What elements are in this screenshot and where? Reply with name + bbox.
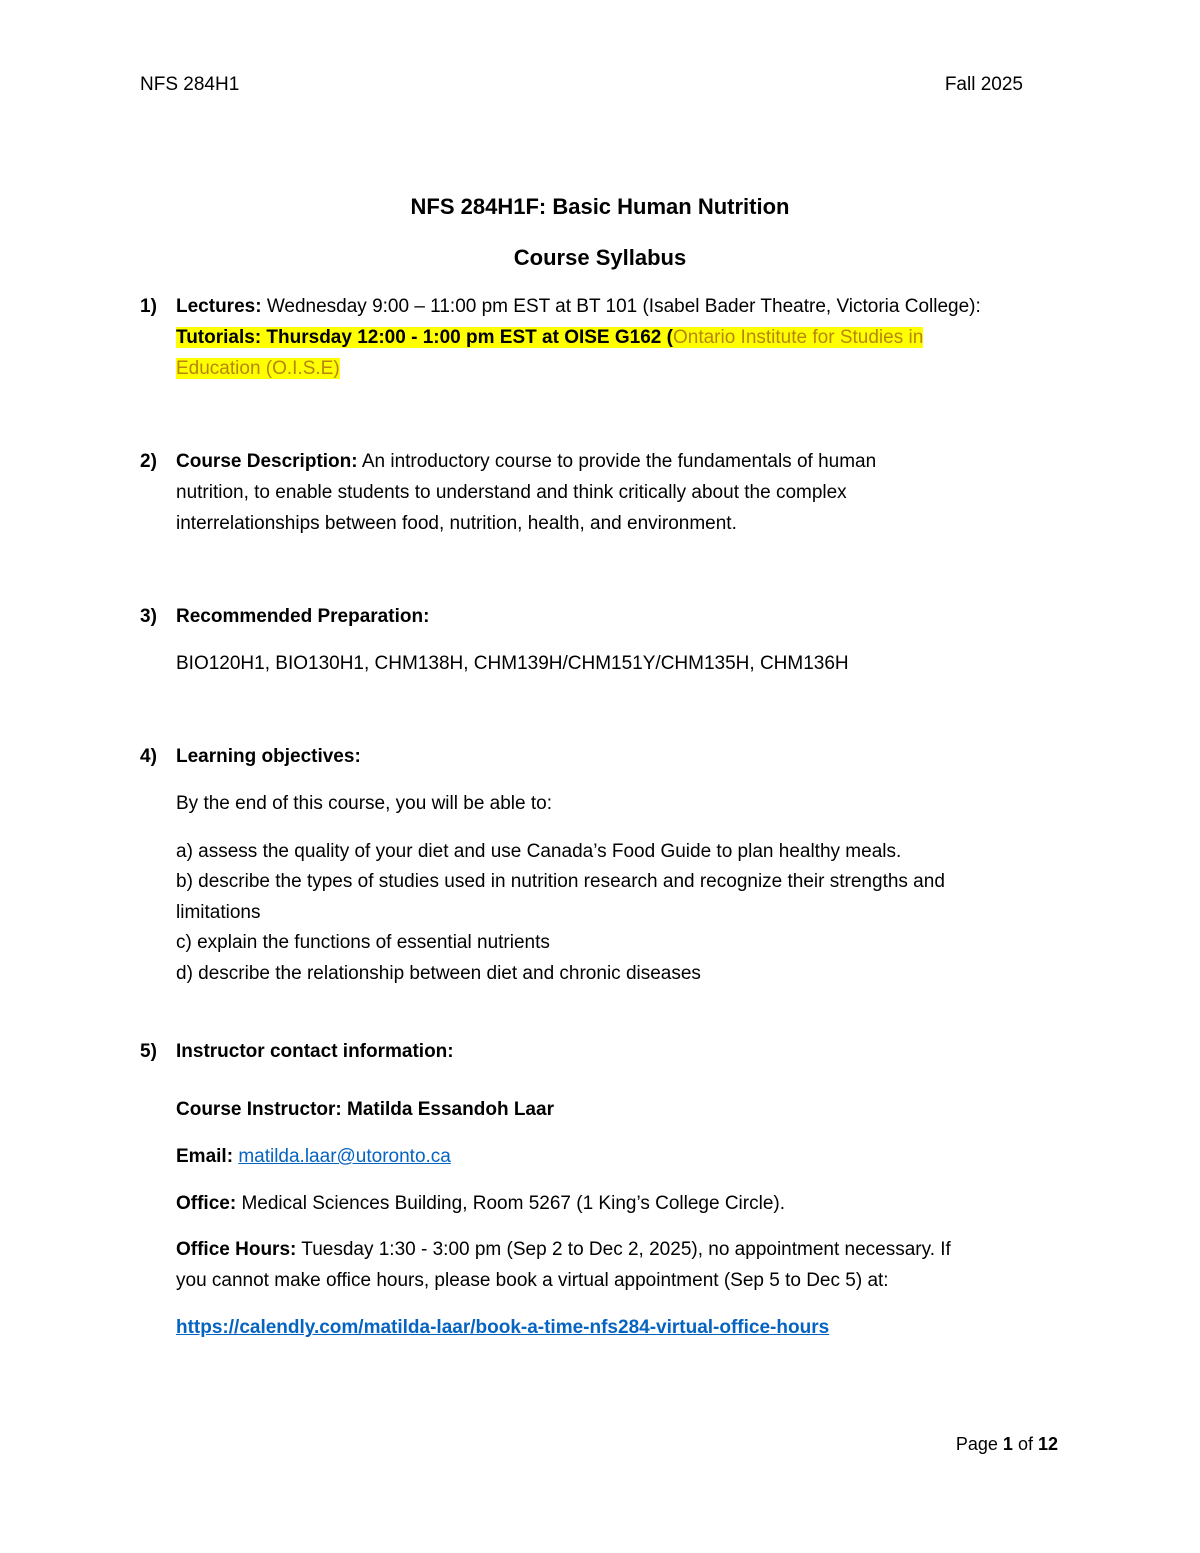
- tutorials-line-2: [176, 353, 340, 384]
- description-line-2: nutrition, to enable students to understand and think critically about the complex: [176, 482, 847, 503]
- lectures-line: [176, 291, 981, 322]
- objective-b-line-1: b) describe the types of studies used in nutrition research and recognize their strengths and: [176, 871, 945, 892]
- lectures-label: Lectures:: [176, 296, 262, 317]
- page-word: Page: [955, 1434, 998, 1454]
- office-line: [176, 1188, 785, 1219]
- contact-label: Instructor contact information:: [176, 1041, 454, 1062]
- section-number-3: 3): [140, 606, 157, 627]
- preparation-label: Recommended Preparation:: [176, 606, 430, 627]
- calendly-link[interactable]: https://calendly.com/matilda-laar/book-a-time-nfs284-virtual-office-hours: [176, 1317, 830, 1338]
- tutorials-place-2: Education (O.I.S.E): [176, 358, 340, 379]
- objectives-label: Learning objectives:: [176, 746, 361, 767]
- tutorials-label: Tutorials: Thursday 12:00 - 1:00 pm EST at OISE G162 (: [176, 327, 673, 348]
- calendly-line: [176, 1312, 829, 1343]
- instructor-name: [176, 1094, 554, 1125]
- preparation-heading: [176, 601, 429, 632]
- page-subtitle: Course Syllabus: [513, 245, 687, 270]
- description-text-1: An introductory course to provide the fundamentals of human: [361, 451, 877, 472]
- objective-b-line-2: limitations: [176, 902, 261, 923]
- section-number-1: 1): [140, 296, 157, 317]
- of-word: of: [1017, 1434, 1033, 1454]
- instructor-name-text: Course Instructor: Matilda Essandoh Laar: [176, 1099, 554, 1120]
- objectives-heading: [176, 741, 361, 772]
- page-number: [956, 1434, 1058, 1455]
- page-total: 12: [1037, 1434, 1058, 1454]
- section-number-5: 5): [140, 1041, 157, 1062]
- objective-a: a) assess the quality of your diet and use Canada’s Food Guide to plan healthy meals.: [176, 841, 902, 862]
- header-term: Fall 2025: [944, 74, 1023, 95]
- description-label: Course Description:: [176, 451, 358, 472]
- page-current: 1: [1002, 1434, 1013, 1454]
- contact-heading: [176, 1036, 454, 1067]
- office-hours-line-1: [176, 1234, 951, 1265]
- page-title: NFS 284H1F: Basic Human Nutrition: [410, 194, 790, 219]
- tutorials-place-1: Ontario Institute for Studies in: [672, 327, 924, 348]
- office-hours-label: Office Hours:: [176, 1239, 297, 1260]
- email-link[interactable]: matilda.laar@utoronto.ca: [238, 1146, 451, 1167]
- description-line-3: interrelationships between food, nutrition, health, and environment.: [176, 513, 737, 534]
- office-text: Medical Sciences Building, Room 5267 (1 King’s College Circle).: [241, 1193, 785, 1214]
- email-line: [176, 1141, 451, 1172]
- office-label: Office:: [176, 1193, 237, 1214]
- objectives-intro: By the end of this course, you will be able to:: [176, 793, 552, 814]
- section-number-4: 4): [140, 746, 157, 767]
- section-number-2: 2): [140, 451, 157, 472]
- email-label: Email:: [176, 1146, 234, 1167]
- preparation-courses: BIO120H1, BIO130H1, CHM138H, CHM139H/CHM151Y/CHM135H, CHM136H: [176, 653, 849, 674]
- tutorials-line: [176, 322, 923, 353]
- office-hours-line-2: you cannot make office hours, please book a virtual appointment (Sep 5 to Dec 5) at:: [176, 1270, 889, 1291]
- objective-d: d) describe the relationship between diet and chronic diseases: [176, 963, 701, 984]
- lectures-text: Wednesday 9:00 – 11:00 pm EST at BT 101 (Isabel Bader Theatre, Victoria College):: [266, 296, 981, 317]
- description-line-1: [176, 446, 876, 477]
- office-hours-text-1: Tuesday 1:30 - 3:00 pm (Sep 2 to Dec 2, 2025), no appointment necessary. If: [301, 1239, 951, 1260]
- objective-c: c) explain the functions of essential nutrients: [176, 932, 550, 953]
- header-course-code: NFS 284H1: [140, 74, 240, 95]
